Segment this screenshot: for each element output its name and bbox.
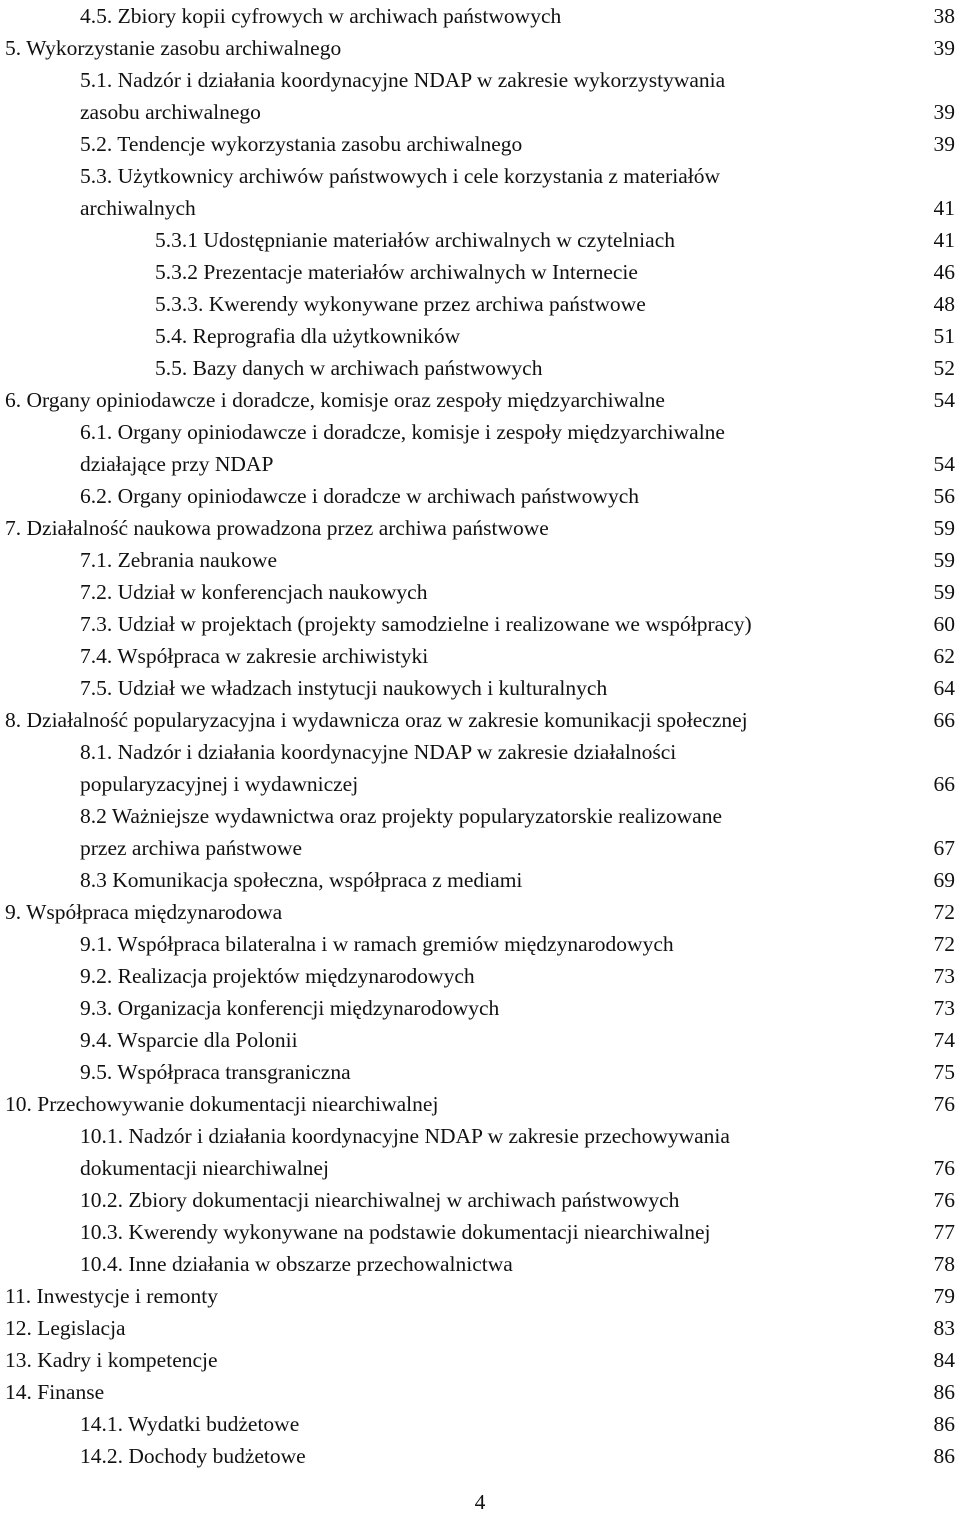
toc-entry-page: 59: [933, 548, 955, 572]
toc-entry-page: 48: [933, 292, 955, 316]
toc-entry-title: 14. Finanse: [5, 1380, 105, 1404]
toc-entry-title: 10.1. Nadzór i działania koordynacyjne NDAP w zakresie przechowywania dokumentacji niearchiwalnej: [80, 1124, 730, 1180]
toc-entry-page: 72: [933, 900, 955, 924]
toc-entry-title: 5. Wykorzystanie zasobu archiwalnego: [5, 36, 342, 60]
toc-entry: [0, 544, 960, 576]
toc-entry-page: 52: [933, 356, 955, 380]
toc-entry: [0, 512, 960, 544]
toc-entry-page: 84: [933, 1348, 955, 1372]
toc-entry-title: 4.5. Zbiory kopii cyfrowych w archiwach państwowych: [80, 4, 562, 28]
toc-entry-title: 6.2. Organy opiniodawcze i doradcze w archiwach państwowych: [80, 484, 639, 508]
toc-entry-page: 74: [933, 1028, 955, 1052]
toc-entry: [0, 160, 960, 224]
toc-entry-title: 12. Legislacja: [5, 1316, 126, 1340]
toc-entry-page: 54: [933, 452, 955, 476]
toc-entry: [0, 608, 960, 640]
toc-entry-page: 41: [933, 196, 955, 220]
toc-entry: [0, 416, 960, 480]
toc-entry-page: 39: [933, 100, 955, 124]
toc-entry-title: 8.2 Ważniejsze wydawnictwa oraz projekty popularyzatorskie realizowane przez archiwa państwowe: [80, 804, 723, 860]
toc-entry-page: 39: [933, 36, 955, 60]
toc-entry-page: 86: [933, 1380, 955, 1404]
toc-entry-page: 75: [933, 1060, 955, 1084]
toc-entry-title: 8.3 Komunikacja społeczna, współpraca z mediami: [80, 868, 523, 892]
toc-entry-page: 59: [933, 580, 955, 604]
toc-entry-page: 69: [933, 868, 955, 892]
toc-entry-page: 83: [933, 1316, 955, 1340]
toc-entry-title: 7.3. Udział w projektach (projekty samodzielne i realizowane we współpracy): [80, 612, 752, 636]
toc-entry-title: 9.4. Wsparcie dla Polonii: [80, 1028, 298, 1052]
toc-entry: [0, 864, 960, 896]
toc-entry: [0, 1312, 960, 1344]
toc-entry-title: 9. Współpraca międzynarodowa: [5, 900, 283, 924]
toc-entry-page: 46: [933, 260, 955, 284]
toc-entry: [0, 896, 960, 928]
toc-entry-page: 41: [933, 228, 955, 252]
toc-entry-page: 78: [933, 1252, 955, 1276]
toc-entry-title: 7.4. Współpraca w zakresie archiwistyki: [80, 644, 429, 668]
toc-entry-title: 14.2. Dochody budżetowe: [80, 1444, 306, 1468]
toc-entry-page: 77: [933, 1220, 955, 1244]
toc-entry: [0, 128, 960, 160]
toc-entry: [0, 256, 960, 288]
toc-entry-page: 66: [933, 772, 955, 796]
toc-entry-title: 5.1. Nadzór i działania koordynacyjne NDAP w zakresie wykorzystywania zasobu archiwalnego: [80, 68, 726, 124]
toc-entry-page: 66: [933, 708, 955, 732]
toc-entry-title: 9.2. Realizacja projektów międzynarodowych: [80, 964, 475, 988]
toc-entry-title: 5.5. Bazy danych w archiwach państwowych: [155, 356, 543, 380]
toc-entry: [0, 800, 960, 864]
toc-entry: [0, 1344, 960, 1376]
toc-entry-title: 9.5. Współpraca transgraniczna: [80, 1060, 351, 1084]
toc-entry: [0, 1408, 960, 1440]
toc-entry-title: 7.5. Udział we władzach instytucji naukowych i kulturalnych: [80, 676, 608, 700]
toc-entry: [0, 224, 960, 256]
toc-entry-page: 73: [933, 964, 955, 988]
toc-entry: [0, 1216, 960, 1248]
toc-entry: [0, 1280, 960, 1312]
toc-entry-page: 54: [933, 388, 955, 412]
toc-entry-title: 10. Przechowywanie dokumentacji niearchiwalnej: [5, 1092, 439, 1116]
toc-entry: [0, 64, 960, 128]
toc-entry-title: 5.3.1 Udostępnianie materiałów archiwalnych w czytelniach: [155, 228, 675, 252]
toc-entry-title: 8. Działalność popularyzacyjna i wydawnicza oraz w zakresie komunikacji społecznej: [5, 708, 748, 732]
toc-entry-page: 59: [933, 516, 955, 540]
toc-entry: [0, 480, 960, 512]
toc-entry: [0, 1088, 960, 1120]
toc-entry: [0, 640, 960, 672]
toc-entry-page: 86: [933, 1444, 955, 1468]
toc-entry-title: 9.3. Organizacja konferencji międzynarodowych: [80, 996, 500, 1020]
toc-entry: [0, 1376, 960, 1408]
toc-entry-page: 73: [933, 996, 955, 1020]
toc-entry-title: 5.3.2 Prezentacje materiałów archiwalnych w Internecie: [155, 260, 638, 284]
toc-entry-page: 86: [933, 1412, 955, 1436]
toc-entry-title: 5.4. Reprografia dla użytkowników: [155, 324, 461, 348]
toc-entry: [0, 928, 960, 960]
toc-entry-title: 8.1. Nadzór i działania koordynacyjne NDAP w zakresie działalności popularyzacyjnej i wydawniczej: [80, 740, 677, 796]
toc-entry-page: 76: [933, 1188, 955, 1212]
toc-entry-page: 76: [933, 1092, 955, 1116]
toc-entry-page: 67: [933, 836, 955, 860]
toc-entry-title: 7.1. Zebrania naukowe: [80, 548, 278, 572]
toc-entry: [0, 576, 960, 608]
toc-entry: [0, 1184, 960, 1216]
toc-entry: [0, 992, 960, 1024]
page-number: 4: [474, 1490, 486, 1514]
toc-entry: [0, 352, 960, 384]
toc-entry: [0, 32, 960, 64]
toc-entry-title: 10.4. Inne działania w obszarze przechowalnictwa: [80, 1252, 513, 1276]
toc-entry: [0, 1440, 960, 1472]
toc-entry-title: 10.2. Zbiory dokumentacji niearchiwalnej w archiwach państwowych: [80, 1188, 680, 1212]
toc-entry-title: 6.1. Organy opiniodawcze i doradcze, komisje i zespoły międzyarchiwalne działające przy NDAP: [80, 420, 725, 476]
toc-entry-page: 60: [933, 612, 955, 636]
toc-entry-title: 7.2. Udział w konferencjach naukowych: [80, 580, 428, 604]
toc-entry-title: 13. Kadry i kompetencje: [5, 1348, 218, 1372]
toc-entry: [0, 1120, 960, 1184]
toc-entry-page: 51: [933, 324, 955, 348]
toc-entry: [0, 960, 960, 992]
toc-entry-title: 5.2. Tendencje wykorzystania zasobu archiwalnego: [80, 132, 523, 156]
toc-entry-page: 62: [933, 644, 955, 668]
toc-entry-title: 6. Organy opiniodawcze i doradcze, komisje oraz zespoły międzyarchiwalne: [5, 388, 665, 412]
toc-entry-page: 79: [933, 1284, 955, 1308]
toc-entry-title: 5.3. Użytkownicy archiwów państwowych i cele korzystania z materiałów archiwalnych: [80, 164, 721, 220]
toc-entry-title: 11. Inwestycje i remonty: [5, 1284, 218, 1308]
toc-entry: [0, 1056, 960, 1088]
toc-entry-page: 39: [933, 132, 955, 156]
toc-entry-title: 5.3.3. Kwerendy wykonywane przez archiwa państwowe: [155, 292, 646, 316]
toc-entry-title: 7. Działalność naukowa prowadzona przez archiwa państwowe: [5, 516, 549, 540]
toc-entry: [0, 384, 960, 416]
toc-entry-page: 38: [933, 4, 955, 28]
toc-entry-title: 9.1. Współpraca bilateralna i w ramach gremiów międzynarodowych: [80, 932, 674, 956]
toc-entry: [0, 736, 960, 800]
toc-entry: [0, 0, 960, 32]
toc-entry: [0, 1248, 960, 1280]
toc-entry-page: 64: [933, 676, 955, 700]
toc-entry-title: 14.1. Wydatki budżetowe: [80, 1412, 300, 1436]
toc-entry: [0, 1024, 960, 1056]
toc-entry: [0, 288, 960, 320]
toc-entry: [0, 672, 960, 704]
toc-entry-title: 10.3. Kwerendy wykonywane na podstawie dokumentacji niearchiwalnej: [80, 1220, 711, 1244]
toc-entry-page: 56: [933, 484, 955, 508]
toc-entry: [0, 704, 960, 736]
toc-entry-page: 72: [933, 932, 955, 956]
toc-entry-page: 76: [933, 1156, 955, 1180]
toc-entry: [0, 320, 960, 352]
